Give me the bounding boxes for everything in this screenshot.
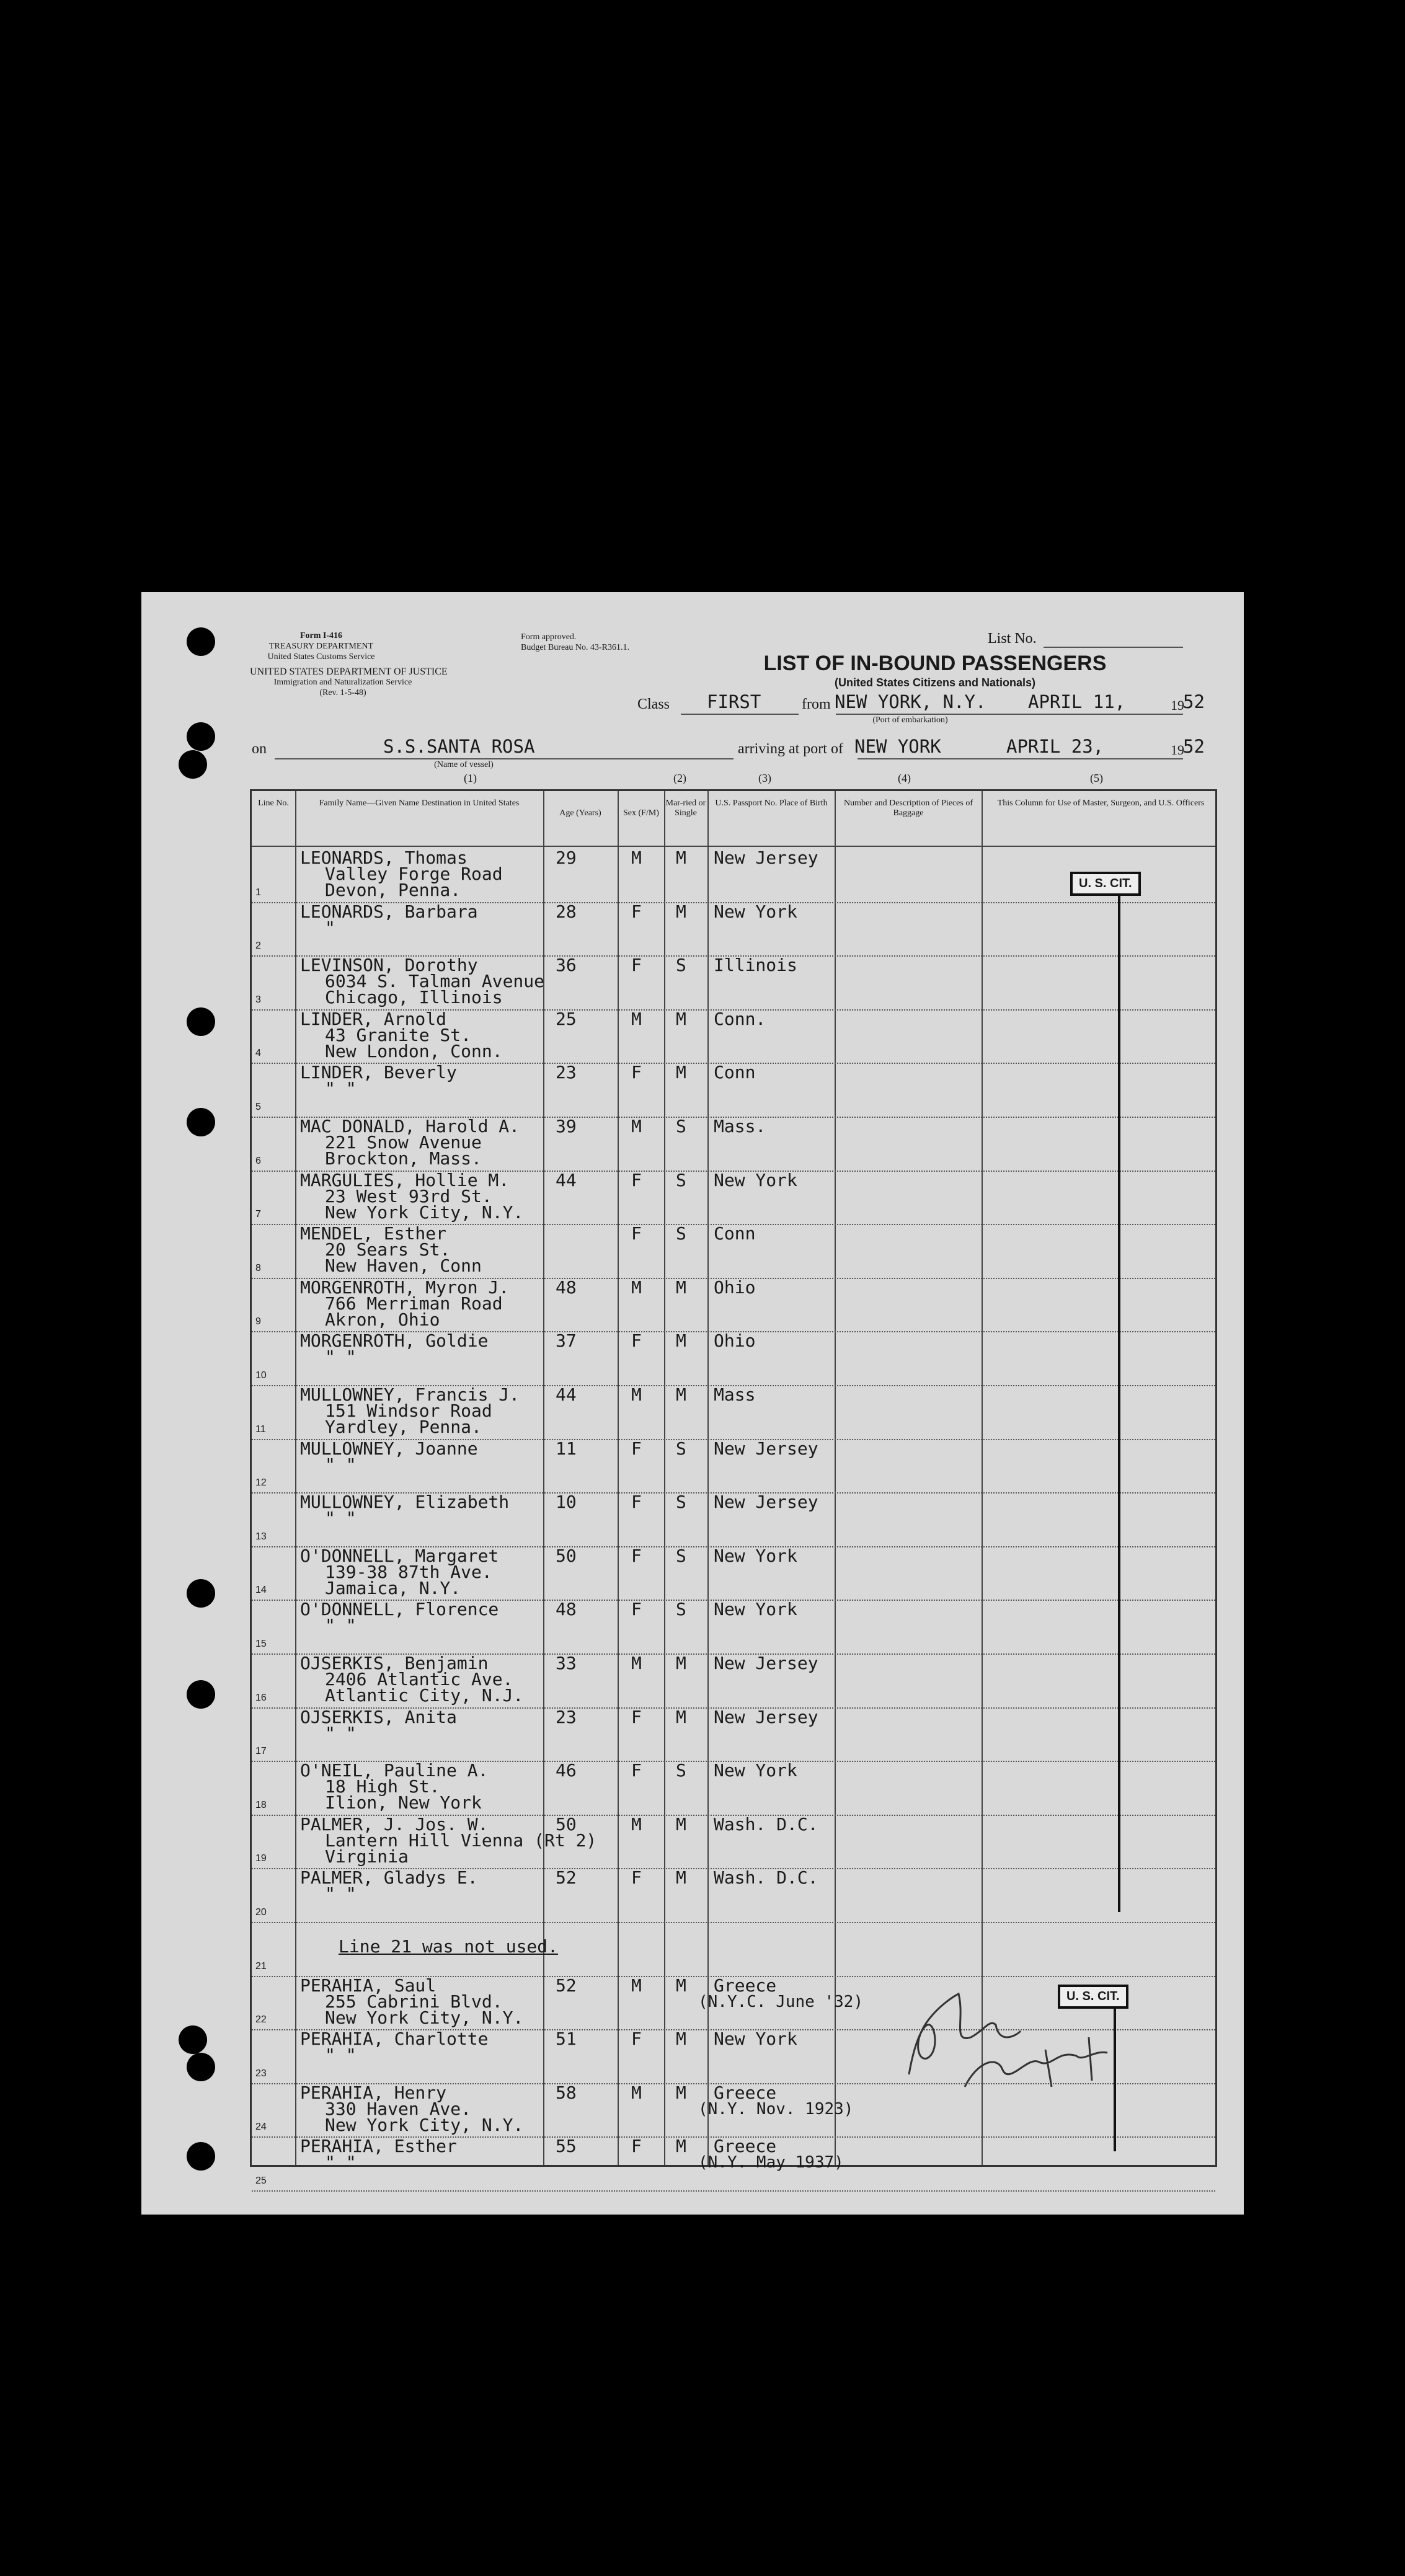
passenger-age: 23 — [556, 1062, 577, 1083]
line-number: 24 — [255, 2122, 267, 2133]
binder-hole — [187, 1680, 215, 1709]
passenger-marital-status: S — [676, 1116, 686, 1136]
passenger-sex: F — [631, 1545, 642, 1566]
table-row — [252, 1117, 1215, 1172]
passenger-birthplace: New York — [714, 2029, 797, 2050]
table-row — [252, 1761, 1215, 1816]
passenger-name: PALMER, J. Jos. W. — [300, 1813, 489, 1835]
passenger-name: OJSERKIS, Benjamin — [300, 1653, 489, 1673]
line-number: 11 — [255, 1423, 266, 1435]
passenger-sex: F — [631, 2029, 642, 2050]
binder-hole — [187, 722, 215, 751]
passenger-sex: F — [631, 1062, 642, 1083]
passenger-age: 46 — [556, 1760, 577, 1781]
passenger-age: 50 — [556, 1813, 577, 1835]
passenger-address-1: 151 Windsor Road — [325, 1401, 492, 1421]
depart-year-prefix: 19 — [1171, 697, 1184, 713]
passenger-marital-status: S — [676, 955, 686, 976]
passenger-birthplace: Mass. — [714, 1116, 766, 1136]
binder-hole — [179, 2025, 207, 2054]
binder-hole — [187, 1007, 215, 1036]
passenger-name: MULLOWNEY, Joanne — [300, 1438, 478, 1459]
passenger-address-1: 221 Snow Avenue — [325, 1132, 482, 1153]
form-approval — [521, 632, 629, 653]
passenger-marital-status: M — [676, 2082, 686, 2103]
table-row — [252, 1815, 1215, 1870]
passenger-name: LINDER, Arnold — [300, 1008, 447, 1029]
passenger-birthplace: Illinois — [714, 955, 797, 976]
passenger-sex: M — [631, 1975, 642, 1996]
form-number: Form I-416 — [299, 631, 343, 640]
passenger-name: PERAHIA, Henry — [300, 2082, 447, 2103]
passenger-marital-status: M — [676, 1384, 686, 1405]
passenger-marital-status: S — [676, 1438, 686, 1459]
passenger-marital-status: M — [676, 1867, 686, 1888]
passenger-name: PERAHIA, Charlotte — [300, 2029, 489, 2050]
budget-text: Budget Bureau No. 43-R361.1. — [521, 643, 629, 652]
passenger-marital-status: S — [676, 1492, 686, 1513]
passenger-marital-status: M — [676, 1008, 686, 1029]
passenger-birthplace: Mass — [714, 1384, 756, 1405]
line-number: 20 — [255, 1906, 267, 1918]
passenger-address-2: Jamaica, N.Y. — [325, 1577, 461, 1598]
line-number: 19 — [255, 1853, 267, 1864]
passenger-address-1: " " — [325, 1883, 357, 1905]
line-number: 10 — [255, 1370, 267, 1381]
header-sex: Sex (F/M) — [623, 808, 659, 818]
page-title: LIST OF IN-BOUND PASSENGERS — [763, 652, 1107, 675]
arrival-date: APRIL 23, — [1006, 736, 1104, 757]
on-label: on — [252, 741, 267, 757]
line-number: 3 — [255, 994, 261, 1005]
treasury-dept: TREASURY DEPARTMENT — [268, 642, 374, 651]
port-embark: NEW YORK, N.Y. — [835, 691, 986, 712]
passenger-sex: F — [631, 1599, 642, 1620]
line-number: 5 — [255, 1101, 261, 1112]
passenger-marital-status: M — [676, 1706, 686, 1727]
passenger-address-1: " " — [325, 1722, 357, 1743]
arrival-year: 52 — [1183, 736, 1205, 757]
page-subtitle: (United States Citizens and Nationals) — [834, 676, 1036, 689]
line-number: 7 — [255, 1209, 261, 1220]
passenger-marital-status: S — [676, 1223, 686, 1244]
col-num-2: (2) — [673, 772, 686, 784]
passenger-sex: F — [631, 1223, 642, 1244]
table-row — [252, 1224, 1215, 1279]
line-number: 2 — [255, 941, 261, 952]
line-number: 6 — [255, 1155, 261, 1166]
passenger-age: 55 — [556, 2136, 577, 2157]
line-number: 25 — [255, 2175, 267, 2186]
passenger-name: MORGENROTH, Myron J. — [300, 1277, 510, 1298]
class-line — [681, 714, 799, 715]
col-num-4: (4) — [898, 772, 911, 784]
passenger-birthplace: Greece — [714, 2136, 777, 2157]
passenger-address-1: 766 Merriman Road — [325, 1293, 503, 1314]
passenger-naturalization: (N.Y.C. June '32) — [698, 1992, 864, 2011]
passenger-birthplace: Conn — [714, 1223, 756, 1244]
vessel-name: S.S.SANTA ROSA — [383, 736, 535, 757]
passenger-name: MULLOWNEY, Francis J. — [300, 1384, 520, 1405]
passenger-sex: F — [631, 1330, 642, 1352]
table-row — [252, 902, 1215, 957]
passenger-birthplace: Conn — [714, 1062, 756, 1083]
header-married: Mar-ried or Single — [665, 799, 706, 818]
passenger-address-1: " " — [325, 2152, 357, 2173]
vessel-caption: (Name of vessel) — [434, 760, 494, 769]
passenger-name: O'DONNELL, Margaret — [300, 1545, 499, 1566]
passenger-sex: M — [631, 1384, 642, 1405]
table-row — [252, 955, 1215, 1011]
arrival-year-prefix: 19 — [1171, 742, 1184, 758]
line-number: 1 — [255, 887, 261, 898]
col-num-5: (5) — [1090, 772, 1103, 784]
passenger-birthplace: Conn. — [714, 1008, 766, 1029]
passenger-name: O'NEIL, Pauline A. — [300, 1760, 489, 1781]
binder-hole — [187, 1108, 215, 1136]
col-num-1: (1) — [464, 772, 477, 784]
passenger-name: PERAHIA, Esther — [300, 2136, 457, 2157]
passenger-name: MORGENROTH, Goldie — [300, 1330, 489, 1352]
header-name: Family Name—Given Name Destination in United States — [319, 799, 520, 808]
passenger-address-1: Lantern Hill Vienna (Rt 2) — [325, 1830, 597, 1851]
passenger-address-2: New London, Conn. — [325, 1040, 503, 1061]
passenger-address-2: Chicago, Illinois — [325, 987, 503, 1008]
passenger-address-1: 18 High St. — [325, 1776, 440, 1797]
table-row — [252, 1063, 1215, 1118]
manifest-page — [141, 592, 1244, 2215]
passenger-address-1: 23 West 93rd St. — [325, 1185, 492, 1206]
approved-text: Form approved. — [521, 632, 577, 642]
passenger-address-2: Brockton, Mass. — [325, 1148, 482, 1169]
passenger-address-1: " " — [325, 1508, 357, 1529]
passenger-sex: M — [631, 1116, 642, 1136]
passenger-age: 10 — [556, 1492, 577, 1513]
passenger-sex: F — [631, 1760, 642, 1781]
passenger-age: 29 — [556, 848, 577, 868]
passenger-address-1: 255 Cabrini Blvd. — [325, 1991, 503, 2012]
passenger-address-1: Valley Forge Road — [325, 864, 503, 884]
passenger-age: 37 — [556, 1330, 577, 1352]
binder-hole — [187, 2142, 215, 2171]
passenger-age: 50 — [556, 1545, 577, 1566]
passenger-sex: F — [631, 955, 642, 976]
passenger-sex: M — [631, 2082, 642, 2103]
table-row — [252, 1385, 1215, 1440]
passenger-sex: F — [631, 901, 642, 922]
passenger-sex: F — [631, 1706, 642, 1727]
passenger-age: 58 — [556, 2082, 577, 2103]
passenger-sex: M — [631, 1813, 642, 1835]
form-rev: (Rev. 1-5-48) — [319, 688, 366, 697]
passenger-marital-status: M — [676, 1277, 686, 1298]
passenger-naturalization: (N.Y. May 1937) — [698, 2153, 844, 2172]
passenger-birthplace: New Jersey — [714, 1438, 818, 1459]
passenger-marital-status: M — [676, 1653, 686, 1673]
passenger-address-2: Devon, Penna. — [325, 880, 461, 900]
passenger-address-1: " " — [325, 2045, 357, 2066]
line-number: 4 — [255, 1048, 261, 1059]
passenger-birthplace: Greece — [714, 2082, 777, 2103]
passenger-address-2: Akron, Ohio — [325, 1309, 440, 1330]
line-number: 14 — [255, 1585, 267, 1596]
passenger-marital-status: M — [676, 1330, 686, 1352]
citizen-bracket-line — [1118, 895, 1120, 1912]
passenger-marital-status: M — [676, 1062, 686, 1083]
list-no-line — [1044, 647, 1183, 648]
passenger-name: O'DONNELL, Florence — [300, 1599, 499, 1620]
passenger-birthplace: New Jersey — [714, 1653, 818, 1673]
arriving-label: arriving at port of — [738, 741, 843, 757]
passenger-age: 36 — [556, 955, 577, 976]
passenger-name: OJSERKIS, Anita — [300, 1706, 457, 1727]
table-row — [252, 1600, 1215, 1655]
class-value: FIRST — [707, 691, 761, 712]
unused-line-note: Line 21 was not used. — [339, 1936, 559, 1957]
passenger-marital-status: S — [676, 1545, 686, 1566]
line-number: 17 — [255, 1746, 267, 1757]
list-no-label: List No. — [988, 631, 1037, 647]
class-label: Class — [637, 696, 670, 712]
passenger-marital-status: M — [676, 1813, 686, 1835]
col-num-3: (3) — [758, 772, 771, 784]
depart-year: 52 — [1183, 691, 1205, 712]
passenger-age: 52 — [556, 1975, 577, 1996]
passenger-age: 33 — [556, 1653, 577, 1673]
line-number: 12 — [255, 1477, 267, 1489]
passenger-address-1: " " — [325, 1454, 357, 1475]
header-line-no: Line No. — [258, 799, 289, 808]
arrival-port: NEW YORK — [854, 736, 941, 757]
passenger-marital-status: M — [676, 1975, 686, 1996]
passenger-name: PERAHIA, Saul — [300, 1975, 437, 1996]
passenger-age: 52 — [556, 1867, 577, 1888]
passenger-sex: F — [631, 1438, 642, 1459]
passenger-address-1: 139-38 87th Ave. — [325, 1561, 492, 1582]
passenger-birthplace: Ohio — [714, 1277, 756, 1298]
passenger-age: 25 — [556, 1008, 577, 1029]
customs-service: United States Customs Service — [267, 652, 375, 662]
line-number: 16 — [255, 1692, 267, 1703]
passenger-sex: M — [631, 848, 642, 868]
passenger-address-1: " " — [325, 1078, 357, 1099]
line-number: 23 — [255, 2068, 267, 2079]
passenger-age: 28 — [556, 901, 577, 922]
passenger-birthplace: Wash. D.C. — [714, 1813, 818, 1835]
depart-date: APRIL 11, — [1028, 691, 1126, 712]
passenger-address-1: 330 Haven Ave. — [325, 2098, 472, 2119]
port-embark-caption: (Port of embarkation) — [872, 715, 948, 725]
passenger-name: LINDER, Beverly — [300, 1062, 457, 1083]
table-row — [252, 1707, 1215, 1763]
passenger-naturalization: (N.Y. Nov. 1923) — [698, 2099, 854, 2118]
line-number: 18 — [255, 1799, 267, 1810]
passenger-marital-status: S — [676, 1760, 686, 1781]
header-officers: This Column for Use of Master, Surgeon, and U.S. Officers — [997, 799, 1205, 808]
passenger-address-2: New York City, N.Y. — [325, 1202, 524, 1223]
passenger-marital-status: M — [676, 2136, 686, 2157]
passenger-age: 48 — [556, 1599, 577, 1620]
passenger-address-2: New York City, N.Y. — [325, 2114, 524, 2135]
passenger-name: MULLOWNEY, Elizabeth — [300, 1492, 510, 1513]
binder-hole — [187, 2053, 215, 2081]
passenger-age: 48 — [556, 1277, 577, 1298]
passenger-birthplace: New Jersey — [714, 848, 818, 868]
passenger-name: MARGULIES, Hollie M. — [300, 1169, 510, 1190]
passenger-sex: M — [631, 1653, 642, 1673]
passenger-birthplace: New York — [714, 1760, 797, 1781]
passenger-sex: M — [631, 1277, 642, 1298]
header-age: Age (Years) — [559, 808, 601, 818]
line-number: 13 — [255, 1531, 267, 1542]
passenger-age: 51 — [556, 2029, 577, 2050]
binder-hole — [187, 1579, 215, 1608]
header-passport: U.S. Passport No. Place of Birth — [715, 799, 828, 808]
passenger-marital-status: S — [676, 1599, 686, 1620]
table-row — [252, 1009, 1215, 1064]
passenger-address-2: Ilion, New York — [325, 1792, 482, 1813]
passenger-age: 11 — [556, 1438, 577, 1459]
passenger-birthplace: Wash. D.C. — [714, 1867, 818, 1888]
doj: UNITED STATES DEPARTMENT OF JUSTICE — [250, 666, 448, 677]
passenger-table — [250, 789, 1217, 2186]
passenger-address-2: New Haven, Conn — [325, 1255, 482, 1277]
passenger-marital-status: S — [676, 1169, 686, 1190]
passenger-age: 44 — [556, 1169, 577, 1190]
passenger-sex: F — [631, 1867, 642, 1888]
table-row — [252, 1331, 1215, 1386]
table-row — [252, 1171, 1215, 1226]
passenger-marital-status: M — [676, 901, 686, 922]
passenger-name: PALMER, Gladys E. — [300, 1867, 478, 1888]
arrival-line — [858, 758, 1183, 759]
passenger-address-2: Yardley, Penna. — [325, 1417, 482, 1437]
passenger-address-2: Virginia — [325, 1846, 409, 1867]
line-number: 22 — [255, 2014, 267, 2025]
passenger-name: MENDEL, Esther — [300, 1223, 447, 1244]
us-citizen-stamp-2: U. S. CIT. — [1058, 1985, 1128, 2009]
passenger-birthplace: Greece — [714, 1975, 777, 1996]
passenger-address-1: " " — [325, 1615, 357, 1636]
passenger-birthplace: New York — [714, 901, 797, 922]
passenger-address-2: New York City, N.Y. — [325, 2007, 524, 2028]
table-row — [252, 1653, 1215, 1709]
passenger-marital-status: M — [676, 2029, 686, 2050]
header-baggage: Number and Description of Pieces of Baggage — [844, 799, 973, 818]
table-row — [252, 2136, 1215, 2192]
passenger-birthplace: New York — [714, 1599, 797, 1620]
officer-signature — [890, 1963, 1138, 2099]
table-row — [252, 1439, 1215, 1494]
passenger-sex: F — [631, 1169, 642, 1190]
passenger-age: 39 — [556, 1116, 577, 1136]
line-number: 9 — [255, 1316, 261, 1327]
passenger-name: LEVINSON, Dorothy — [300, 955, 478, 976]
passenger-sex: F — [631, 2136, 642, 2157]
passenger-address-1: 20 Sears St. — [325, 1239, 451, 1260]
passenger-age: 23 — [556, 1706, 577, 1727]
form-header-treasury — [241, 631, 402, 662]
passenger-birthplace: New York — [714, 1169, 797, 1190]
line-number: 8 — [255, 1262, 261, 1273]
table-row — [252, 1492, 1215, 1547]
form-header-justice — [250, 666, 448, 698]
passenger-age: 44 — [556, 1384, 577, 1405]
passenger-marital-status: M — [676, 848, 686, 868]
passenger-sex: F — [631, 1492, 642, 1513]
binder-hole — [179, 750, 207, 779]
passenger-address-2: Atlantic City, N.J. — [325, 1685, 524, 1706]
binder-hole — [187, 627, 215, 656]
passenger-name: LEONARDS, Barbara — [300, 901, 478, 922]
ins: Immigration and Naturalization Service — [273, 678, 412, 687]
passenger-name: LEONARDS, Thomas — [300, 848, 468, 868]
line-number: 21 — [255, 1960, 267, 1972]
passenger-birthplace: New Jersey — [714, 1706, 818, 1727]
table-row — [252, 1278, 1215, 1333]
table-row — [252, 1546, 1215, 1601]
line-number: 15 — [255, 1638, 267, 1649]
passenger-address-1: 2406 Atlantic Ave. — [325, 1669, 513, 1689]
passenger-sex: M — [631, 1008, 642, 1029]
passenger-address-1: 6034 S. Talman Avenue — [325, 971, 545, 992]
passenger-address-1: " " — [325, 1347, 357, 1368]
passenger-birthplace: Ohio — [714, 1330, 756, 1352]
passenger-name: MAC DONALD, Harold A. — [300, 1116, 520, 1136]
passenger-birthplace: New Jersey — [714, 1492, 818, 1513]
us-citizen-stamp: U. S. CIT. — [1070, 872, 1141, 896]
passenger-address-1: 43 Granite St. — [325, 1024, 472, 1045]
from-label: from — [802, 696, 831, 712]
passenger-address-1: " — [325, 917, 335, 938]
passenger-birthplace: New York — [714, 1545, 797, 1566]
table-row — [252, 1868, 1215, 1923]
